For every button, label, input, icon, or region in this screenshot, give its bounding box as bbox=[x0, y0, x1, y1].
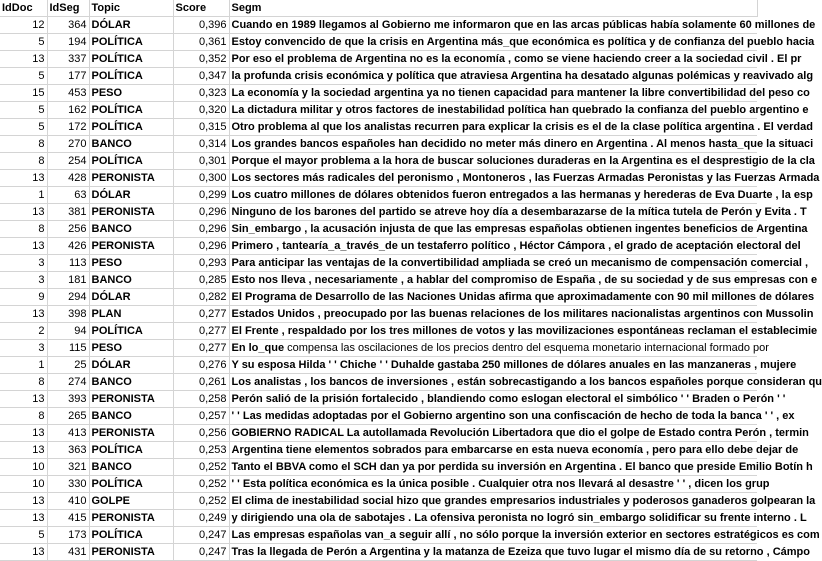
cell-segm[interactable]: Otro problema al que los analistas recurren para explicar la crisis es el de la clase política argentina . El verdad bbox=[229, 119, 757, 136]
table-row[interactable] bbox=[0, 357, 757, 374]
cell-iddoc[interactable]: 5 bbox=[0, 102, 47, 119]
cell-idseg[interactable]: 194 bbox=[47, 34, 89, 51]
cell-topic[interactable]: PESO bbox=[89, 340, 173, 357]
cell-segm[interactable]: Primero , tantearía_a_través_de un testaferro político , Héctor Cámpora , el grado de aceptación electoral del bbox=[229, 238, 757, 255]
cell-score[interactable]: 0,352 bbox=[173, 51, 229, 68]
cell-iddoc[interactable]: 8 bbox=[0, 136, 47, 153]
cell-topic[interactable]: BANCO bbox=[89, 136, 173, 153]
cell-iddoc[interactable]: 13 bbox=[0, 391, 47, 408]
table-row[interactable] bbox=[0, 34, 757, 51]
cell-iddoc[interactable]: 8 bbox=[0, 374, 47, 391]
cell-iddoc[interactable]: 3 bbox=[0, 255, 47, 272]
cell-segm[interactable]: Cuando en 1989 llegamos al Gobierno me informaron que en las arcas públicas había solamente 60 millones de bbox=[229, 17, 757, 34]
cell-idseg[interactable]: 254 bbox=[47, 153, 89, 170]
cell-score[interactable]: 0,301 bbox=[173, 153, 229, 170]
cell-idseg[interactable]: 337 bbox=[47, 51, 89, 68]
cell-score[interactable]: 0,296 bbox=[173, 238, 229, 255]
cell-iddoc[interactable]: 5 bbox=[0, 527, 47, 544]
cell-segm[interactable]: Tras la llegada de Perón a Argentina y la matanza de Ezeiza que tuvo lugar el mismo día de su retorno , Cámpo bbox=[229, 544, 757, 561]
table-row[interactable] bbox=[0, 119, 757, 136]
cell-topic[interactable]: DÓLAR bbox=[89, 17, 173, 34]
cell-segm[interactable]: ' ' Esta política económica es la única posible . Cualquier otra nos llevará al desastre ' ' , dicen los grup bbox=[229, 476, 757, 493]
cell-idseg[interactable]: 162 bbox=[47, 102, 89, 119]
table-row[interactable] bbox=[0, 493, 757, 510]
cell-segm[interactable]: y dirigiendo una ola de sabotajes . La ofensiva peronista no logró sin_embargo solidificar su frente interno . L bbox=[229, 510, 757, 527]
table-row[interactable] bbox=[0, 51, 757, 68]
cell-segm[interactable]: Estados Unidos , preocupado por las buenas relaciones de los militares nacionalistas argentinos con Mussolin bbox=[229, 306, 757, 323]
cell-segm[interactable]: El clima de inestabilidad social hizo que grandes empresarios industriales y poderosos ganaderos golpearan la bbox=[229, 493, 757, 510]
cell-segm[interactable]: Los analistas , los bancos de inversiones , están sobrecastigando a los bancos españoles porque consideran qu bbox=[229, 374, 757, 391]
table-row[interactable] bbox=[0, 476, 757, 493]
cell-segm[interactable]: la profunda crisis económica y política que atraviesa Argentina ha desatado algunas polémicas y reavivado alg bbox=[229, 68, 757, 85]
cell-score[interactable]: 0,252 bbox=[173, 493, 229, 510]
table-row[interactable] bbox=[0, 289, 757, 306]
cell-score[interactable]: 0,323 bbox=[173, 85, 229, 102]
cell-score[interactable]: 0,296 bbox=[173, 204, 229, 221]
cell-topic[interactable]: POLÍTICA bbox=[89, 34, 173, 51]
cell-idseg[interactable]: 25 bbox=[47, 357, 89, 374]
cell-segm[interactable]: Perón salió de la prisión fortalecido , blandiendo como eslogan electoral el simbólico ' ' Braden o Perón ' ' bbox=[229, 391, 757, 408]
cell-segm[interactable]: Tanto el BBVA como el SCH dan ya por perdida su inversión en Argentina . El banco que preside Emilio Botín h bbox=[229, 459, 757, 476]
cell-topic[interactable]: PERONISTA bbox=[89, 425, 173, 442]
cell-iddoc[interactable]: 8 bbox=[0, 221, 47, 238]
cell-topic[interactable]: PLAN bbox=[89, 306, 173, 323]
cell-idseg[interactable]: 364 bbox=[47, 17, 89, 34]
cell-idseg[interactable]: 426 bbox=[47, 238, 89, 255]
cell-score[interactable]: 0,253 bbox=[173, 442, 229, 459]
cell-score[interactable]: 0,277 bbox=[173, 340, 229, 357]
cell-score[interactable]: 0,347 bbox=[173, 68, 229, 85]
cell-iddoc[interactable]: 13 bbox=[0, 544, 47, 561]
cell-score[interactable]: 0,285 bbox=[173, 272, 229, 289]
cell-score[interactable]: 0,300 bbox=[173, 170, 229, 187]
cell-iddoc[interactable]: 13 bbox=[0, 493, 47, 510]
cell-iddoc[interactable]: 5 bbox=[0, 119, 47, 136]
cell-segm[interactable]: Porque el mayor problema a la hora de buscar soluciones duraderas en la Argentina es el desprestigio de la cla bbox=[229, 153, 757, 170]
cell-iddoc[interactable]: 15 bbox=[0, 85, 47, 102]
cell-topic[interactable]: PERONISTA bbox=[89, 170, 173, 187]
cell-topic[interactable]: PERONISTA bbox=[89, 391, 173, 408]
cell-topic[interactable]: PESO bbox=[89, 85, 173, 102]
cell-segm[interactable]: Esto nos lleva , necesariamente , a hablar del compromiso de España , de su sociedad y de sus empresas con e bbox=[229, 272, 757, 289]
cell-segm[interactable]: ' ' Las medidas adoptadas por el Gobierno argentino son una confiscación de hecho de toda la banca ' ' , ex bbox=[229, 408, 757, 425]
table-row[interactable] bbox=[0, 221, 757, 238]
cell-score[interactable]: 0,261 bbox=[173, 374, 229, 391]
table-row[interactable] bbox=[0, 102, 757, 119]
cell-score[interactable]: 0,249 bbox=[173, 510, 229, 527]
cell-topic[interactable]: DÓLAR bbox=[89, 289, 173, 306]
cell-iddoc[interactable]: 13 bbox=[0, 51, 47, 68]
cell-iddoc[interactable]: 1 bbox=[0, 187, 47, 204]
cell-idseg[interactable]: 381 bbox=[47, 204, 89, 221]
cell-idseg[interactable]: 270 bbox=[47, 136, 89, 153]
cell-segm[interactable]: Sin_embargo , la acusación injusta de que las empresas españolas obtienen ingentes beneficios de Argentina bbox=[229, 221, 757, 238]
cell-idseg[interactable]: 181 bbox=[47, 272, 89, 289]
cell-topic[interactable]: PERONISTA bbox=[89, 204, 173, 221]
cell-idseg[interactable]: 410 bbox=[47, 493, 89, 510]
table-row[interactable] bbox=[0, 306, 757, 323]
cell-iddoc[interactable]: 13 bbox=[0, 442, 47, 459]
table-row[interactable] bbox=[0, 459, 757, 476]
col-header-idseg[interactable]: IdSeg bbox=[47, 0, 89, 17]
cell-idseg[interactable]: 94 bbox=[47, 323, 89, 340]
cell-iddoc[interactable]: 12 bbox=[0, 17, 47, 34]
table-row[interactable] bbox=[0, 323, 757, 340]
cell-segm[interactable]: Y su esposa Hilda ' ' Chiche ' ' Duhalde gastaba 250 millones de dólares anuales en las manzaneras , mujere bbox=[229, 357, 757, 374]
table-row[interactable] bbox=[0, 17, 757, 34]
cell-score[interactable]: 0,247 bbox=[173, 527, 229, 544]
cell-score[interactable]: 0,396 bbox=[173, 17, 229, 34]
cell-iddoc[interactable]: 3 bbox=[0, 340, 47, 357]
cell-score[interactable]: 0,277 bbox=[173, 306, 229, 323]
cell-iddoc[interactable]: 5 bbox=[0, 34, 47, 51]
cell-idseg[interactable]: 453 bbox=[47, 85, 89, 102]
cell-idseg[interactable]: 415 bbox=[47, 510, 89, 527]
cell-topic[interactable]: POLÍTICA bbox=[89, 102, 173, 119]
cell-score[interactable]: 0,252 bbox=[173, 459, 229, 476]
cell-topic[interactable]: PERONISTA bbox=[89, 544, 173, 561]
cell-segm[interactable]: Los sectores más radicales del peronismo , Montoneros , las Fuerzas Armadas Peronistas y las Fuerzas Armada bbox=[229, 170, 757, 187]
cell-topic[interactable]: BANCO bbox=[89, 408, 173, 425]
cell-segm[interactable]: Los grandes bancos españoles han decidido no meter más dinero en Argentina . Al menos hasta_que la situaci bbox=[229, 136, 757, 153]
table-row[interactable] bbox=[0, 85, 757, 102]
cell-topic[interactable]: POLÍTICA bbox=[89, 119, 173, 136]
table-row[interactable] bbox=[0, 136, 757, 153]
cell-iddoc[interactable]: 8 bbox=[0, 408, 47, 425]
cell-score[interactable]: 0,299 bbox=[173, 187, 229, 204]
cell-iddoc[interactable]: 13 bbox=[0, 204, 47, 221]
cell-idseg[interactable]: 172 bbox=[47, 119, 89, 136]
table-row[interactable] bbox=[0, 153, 757, 170]
cell-idseg[interactable]: 274 bbox=[47, 374, 89, 391]
col-header-score[interactable]: Score bbox=[173, 0, 229, 17]
cell-score[interactable]: 0,314 bbox=[173, 136, 229, 153]
cell-segm[interactable]: En lo_que compensa las oscilaciones de los precios dentro del esquema monetario internacional formado por bbox=[229, 340, 757, 357]
cell-idseg[interactable]: 63 bbox=[47, 187, 89, 204]
col-header-iddoc[interactable]: IdDoc bbox=[0, 0, 47, 17]
cell-iddoc[interactable]: 9 bbox=[0, 289, 47, 306]
table-row[interactable] bbox=[0, 544, 757, 561]
table-row[interactable] bbox=[0, 204, 757, 221]
cell-segm[interactable]: GOBIERNO RADICAL La autollamada Revolución Libertadora que dio el golpe de Estado contra Perón , termin bbox=[229, 425, 757, 442]
cell-score[interactable]: 0,252 bbox=[173, 476, 229, 493]
cell-topic[interactable]: PESO bbox=[89, 255, 173, 272]
cell-iddoc[interactable]: 8 bbox=[0, 153, 47, 170]
cell-idseg[interactable]: 113 bbox=[47, 255, 89, 272]
cell-score[interactable]: 0,320 bbox=[173, 102, 229, 119]
table-row[interactable] bbox=[0, 272, 757, 289]
table-row[interactable] bbox=[0, 425, 757, 442]
cell-segm[interactable]: Por eso el problema de Argentina no es la economía , como se viene haciendo creer a la sociedad civil . El pr bbox=[229, 51, 757, 68]
cell-score[interactable]: 0,361 bbox=[173, 34, 229, 51]
col-header-segm[interactable]: Segm bbox=[229, 0, 757, 17]
cell-score[interactable]: 0,247 bbox=[173, 544, 229, 561]
cell-topic[interactable]: PERONISTA bbox=[89, 238, 173, 255]
cell-idseg[interactable]: 363 bbox=[47, 442, 89, 459]
cell-segm[interactable]: Los cuatro millones de dólares obtenidos fueron entregados a las hermanas y herederas de Eva Duarte , la esp bbox=[229, 187, 757, 204]
cell-score[interactable]: 0,276 bbox=[173, 357, 229, 374]
cell-score[interactable]: 0,277 bbox=[173, 323, 229, 340]
table-row[interactable] bbox=[0, 527, 757, 544]
table-row[interactable] bbox=[0, 238, 757, 255]
cell-score[interactable]: 0,315 bbox=[173, 119, 229, 136]
table-row[interactable] bbox=[0, 510, 757, 527]
cell-idseg[interactable]: 330 bbox=[47, 476, 89, 493]
cell-iddoc[interactable]: 2 bbox=[0, 323, 47, 340]
cell-iddoc[interactable]: 13 bbox=[0, 510, 47, 527]
cell-idseg[interactable]: 173 bbox=[47, 527, 89, 544]
cell-iddoc[interactable]: 10 bbox=[0, 459, 47, 476]
cell-iddoc[interactable]: 1 bbox=[0, 357, 47, 374]
cell-topic[interactable]: DÓLAR bbox=[89, 357, 173, 374]
cell-iddoc[interactable]: 13 bbox=[0, 170, 47, 187]
cell-segm[interactable]: Argentina tiene elementos sobrados para embarcarse en esta nueva economía , pero para ello debe dejar de bbox=[229, 442, 757, 459]
cell-segm[interactable]: Para anticipar las ventajas de la convertibilidad ampliada se creó un mecanismo de compensación comercial , bbox=[229, 255, 757, 272]
cell-topic[interactable]: POLÍTICA bbox=[89, 51, 173, 68]
cell-score[interactable]: 0,293 bbox=[173, 255, 229, 272]
cell-segm[interactable]: Las empresas españolas van_a seguir allí , no sólo porque la inversión exterior en sectores estratégicos es com bbox=[229, 527, 757, 544]
header-row bbox=[0, 0, 757, 17]
cell-segm[interactable]: Ninguno de los barones del partido se atreve hoy día a desembarazarse de la mítica tutela de Perón y Evita . T bbox=[229, 204, 757, 221]
cell-score[interactable]: 0,257 bbox=[173, 408, 229, 425]
cell-topic[interactable]: BANCO bbox=[89, 374, 173, 391]
table-row[interactable] bbox=[0, 255, 757, 272]
table-row[interactable] bbox=[0, 408, 757, 425]
cell-segm[interactable]: El Frente , respaldado por los tres millones de votos y las movilizaciones espontáneas reclaman el establecimie bbox=[229, 323, 757, 340]
cell-idseg[interactable]: 398 bbox=[47, 306, 89, 323]
cell-iddoc[interactable]: 3 bbox=[0, 272, 47, 289]
cell-score[interactable]: 0,296 bbox=[173, 221, 229, 238]
cell-segm[interactable]: La economía y la sociedad argentina ya no tienen capacidad para mantener la libre convertibilidad del peso co bbox=[229, 85, 757, 102]
cell-idseg[interactable]: 321 bbox=[47, 459, 89, 476]
cell-segm[interactable]: Estoy convencido de que la crisis en Argentina más_que económica es política y de confianza del pueblo hacia bbox=[229, 34, 757, 51]
cell-topic[interactable]: PERONISTA bbox=[89, 510, 173, 527]
cell-idseg[interactable]: 413 bbox=[47, 425, 89, 442]
cell-idseg[interactable]: 115 bbox=[47, 340, 89, 357]
cell-topic[interactable]: POLÍTICA bbox=[89, 153, 173, 170]
cell-score[interactable]: 0,258 bbox=[173, 391, 229, 408]
table-row[interactable] bbox=[0, 187, 757, 204]
cell-topic[interactable]: POLÍTICA bbox=[89, 476, 173, 493]
cell-topic[interactable]: BANCO bbox=[89, 459, 173, 476]
cell-topic[interactable]: BANCO bbox=[89, 272, 173, 289]
table-row[interactable] bbox=[0, 340, 757, 357]
cell-topic[interactable]: POLÍTICA bbox=[89, 527, 173, 544]
cell-idseg[interactable]: 393 bbox=[47, 391, 89, 408]
cell-iddoc[interactable]: 10 bbox=[0, 476, 47, 493]
cell-idseg[interactable]: 431 bbox=[47, 544, 89, 561]
cell-score[interactable]: 0,256 bbox=[173, 425, 229, 442]
cell-segm[interactable]: La dictadura militar y otros factores de inestabilidad política han quebrado la confianza del pueblo argentino e bbox=[229, 102, 757, 119]
cell-topic[interactable]: GOLPE bbox=[89, 493, 173, 510]
cell-topic[interactable]: POLÍTICA bbox=[89, 442, 173, 459]
cell-topic[interactable]: POLÍTICA bbox=[89, 323, 173, 340]
cell-idseg[interactable]: 256 bbox=[47, 221, 89, 238]
cell-segm[interactable]: El Programa de Desarrollo de las Naciones Unidas afirma que aproximadamente con 90 mil millones de dólares bbox=[229, 289, 757, 306]
cell-topic[interactable]: BANCO bbox=[89, 221, 173, 238]
cell-iddoc[interactable]: 13 bbox=[0, 306, 47, 323]
cell-idseg[interactable]: 265 bbox=[47, 408, 89, 425]
cell-iddoc[interactable]: 5 bbox=[0, 68, 47, 85]
table-row[interactable] bbox=[0, 374, 757, 391]
cell-topic[interactable]: POLÍTICA bbox=[89, 68, 173, 85]
table-row[interactable] bbox=[0, 391, 757, 408]
cell-iddoc[interactable]: 13 bbox=[0, 238, 47, 255]
table-row[interactable] bbox=[0, 68, 757, 85]
cell-idseg[interactable]: 428 bbox=[47, 170, 89, 187]
table-row[interactable] bbox=[0, 442, 757, 459]
cell-iddoc[interactable]: 13 bbox=[0, 425, 47, 442]
col-header-topic[interactable]: Topic bbox=[89, 0, 173, 17]
table-row[interactable] bbox=[0, 170, 757, 187]
cell-idseg[interactable]: 294 bbox=[47, 289, 89, 306]
cell-idseg[interactable]: 177 bbox=[47, 68, 89, 85]
cell-score[interactable]: 0,282 bbox=[173, 289, 229, 306]
cell-topic[interactable]: DÓLAR bbox=[89, 187, 173, 204]
